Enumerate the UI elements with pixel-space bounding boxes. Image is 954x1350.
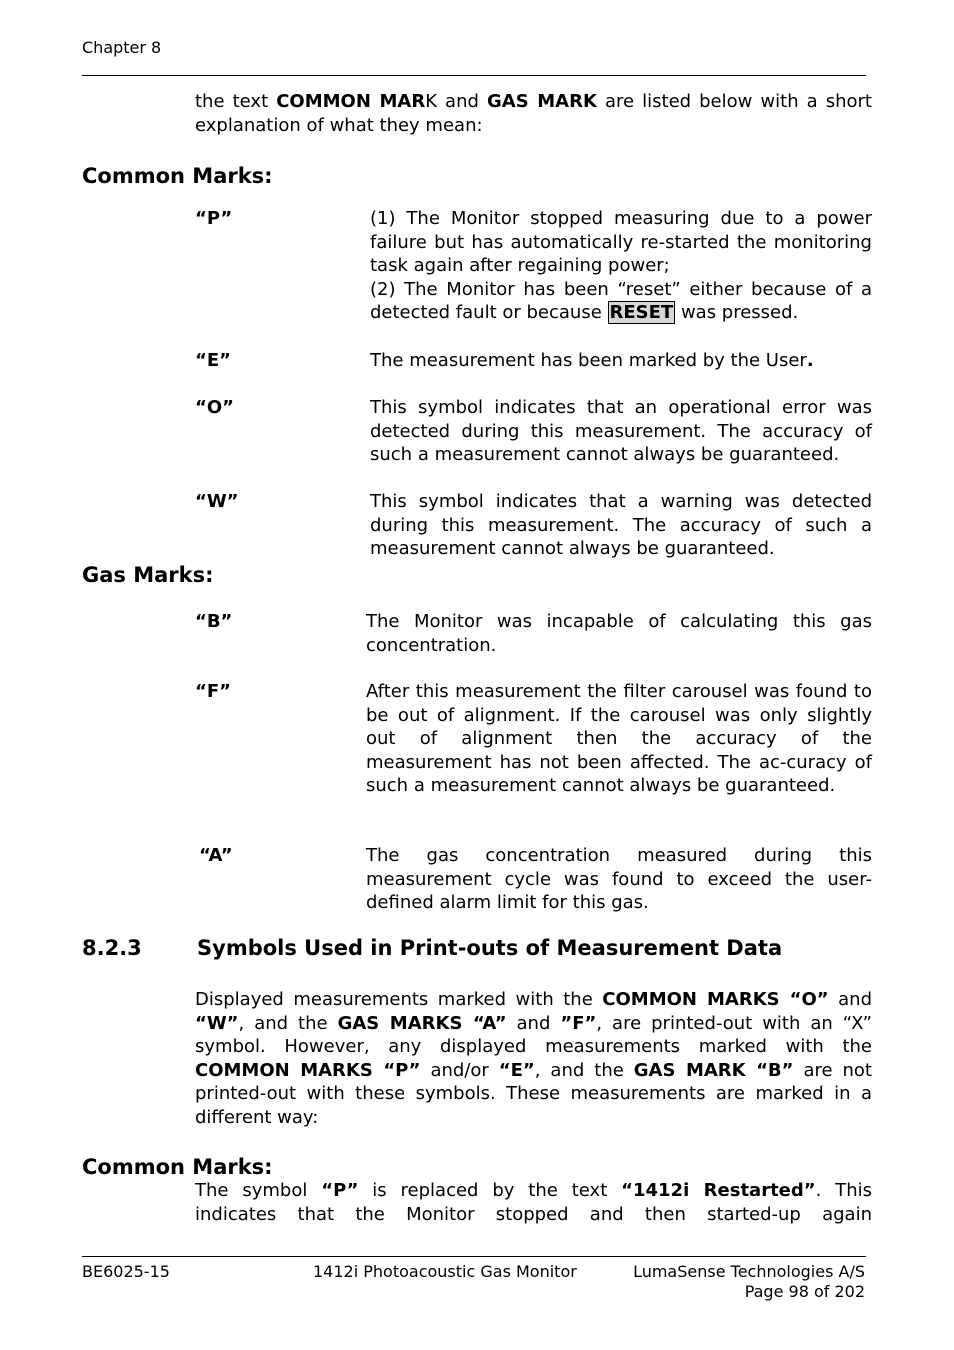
gas-mark-symbol-a: “A” (199, 845, 233, 866)
footer-company: LumaSense Technologies A/S (633, 1262, 865, 1281)
gas-mark-symbol-b: “B” (195, 611, 233, 632)
mark-description-p (370, 207, 872, 325)
footer-doc-id: BE6025-15 (82, 1262, 170, 1281)
final-paragraph: The symbol “P” is replaced by the text “1412i Restarted”. This indicates that the Monitor stopped and then started-up again (195, 1180, 872, 1225)
mark-description-e: The measurement has been marked by the User. (370, 350, 814, 371)
mark-symbol-p: “P” (195, 208, 233, 229)
gas-mark-symbol-f: “F” (195, 681, 231, 702)
mark-description-w: This symbol indicates that a warning was detected during this measurement. The accuracy of such a measurement cannot always be guaranteed. (370, 491, 872, 559)
mark-symbol-w: “W” (195, 491, 239, 512)
footer-page-number: Page 98 of 202 (744, 1282, 865, 1301)
gas-mark-description-a: The gas concentration measured during this measurement cycle was found to exceed the user-defined alarm limit for this gas. (366, 845, 872, 913)
section-heading (82, 937, 782, 961)
section-title: Symbols Used in Print-outs of Measurement Data (197, 936, 783, 960)
section-body-paragraph: Displayed measurements marked with the COMMON MARKS “O” and “W”, and the GAS MARKS “A” and ”F”, are printed-out with an “X” symbol. However, any displayed measurements marked with the COMMON MARKS “P” and/or “E”, and the GAS MARK “B” are not printed-out with these symbols. These measurements are marked in a different way: (195, 989, 873, 1128)
gas-mark-description-b: The Monitor was incapable of calculating this gas concentration. (366, 611, 872, 656)
mark-p-line2: (2) The Monitor has been “reset” either because of a detected fault or because RESET was pressed. (370, 278, 872, 323)
gas-marks-heading: Gas Marks: (82, 563, 214, 587)
footer-rule (82, 1256, 866, 1257)
reset-key: RESET (609, 302, 674, 323)
gas-mark-description-f: After this measurement the filter carousel was found to be out of alignment. If the carousel was only slightly out of alignment then the accuracy of the measurement has not been affected. The ac-curacy of such a measurement cannot always be guaranteed. (366, 681, 872, 796)
mark-symbol-e: “E” (195, 350, 231, 371)
common-marks-heading: Common Marks: (82, 164, 273, 188)
mark-symbol-o: “O” (195, 397, 234, 418)
common-marks-heading-2: Common Marks: (82, 1155, 273, 1179)
section-number: 8.2.3 (82, 936, 142, 960)
chapter-header: Chapter 8 (82, 38, 162, 57)
footer-product: 1412i Photoacoustic Gas Monitor (313, 1262, 577, 1281)
mark-description-o: This symbol indicates that an operational error was detected during this measurement. The accuracy of such a measurement cannot always be guaranteed. (370, 397, 872, 465)
mark-p-line1: (1) The Monitor stopped measuring due to a power failure but has automatically re-started the monitoring task again after regaining power; (370, 208, 872, 276)
intro-paragraph: the text COMMON MARK and GAS MARK are listed below with a short explanation of what they mean: (195, 91, 872, 136)
header-rule (82, 75, 866, 76)
